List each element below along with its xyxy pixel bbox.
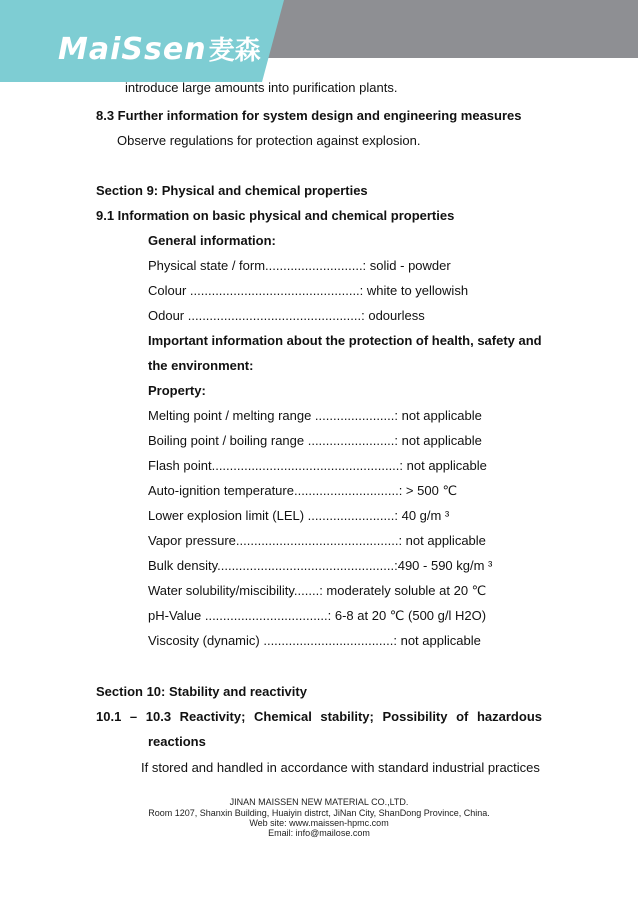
property-line: Bulk density.................................................:490 - 590 kg/m ³: [148, 558, 493, 573]
logo-text: MaiSsen: [58, 32, 207, 67]
property-line: Colour ...............................................: white to yellowish: [148, 283, 469, 298]
property-line: pH-Value ..................................: 6-8 at 20 ℃ (500 g/l H2O): [148, 608, 487, 623]
logo-cn: 麦森: [208, 36, 261, 66]
property-line: Vapor pressure.............................................: not applicable: [148, 533, 486, 548]
footer-email: Email: info@mailose.com: [268, 828, 370, 838]
footer-website: Web site: www.maissen-hpmc.com: [249, 818, 389, 828]
subsection-heading: 10.1 – 10.3 Reactivity; Chemical stability; Possibility of hazardous: [96, 709, 542, 724]
group-heading: Property:: [148, 383, 206, 398]
brand-logo: [58, 30, 261, 67]
footer-address: Room 1207, Shanxin Building, Huaiyin distrct, JiNan City, ShanDong Province, China.: [148, 808, 490, 818]
text-line: introduce large amounts into purification plants.: [125, 80, 398, 95]
subsection-heading: 9.1 Information on basic physical and chemical properties: [96, 208, 455, 223]
property-line: Melting point / melting range ......................: not applicable: [148, 408, 482, 423]
property-line: Boiling point / boiling range ........................: not applicable: [148, 433, 482, 448]
subsection-heading-cont: reactions: [148, 734, 206, 749]
subsection-heading: 8.3 Further information for system design and engineering measures: [96, 108, 522, 123]
property-line: Lower explosion limit (LEL) ........................: 40 g/m ³: [148, 508, 450, 523]
property-line: Auto-ignition temperature.............................: > 500 ℃: [148, 483, 458, 498]
text-line: If stored and handled in accordance with standard industrial practices: [141, 760, 540, 775]
section-heading: Section 9: Physical and chemical properties: [96, 183, 368, 198]
footer-company: JINAN MAISSEN NEW MATERIAL CO.,LTD.: [229, 797, 409, 807]
group-heading: Important information about the protection of health, safety and: [148, 333, 542, 348]
text-line: Observe regulations for protection against explosion.: [117, 133, 421, 148]
section-heading: Section 10: Stability and reactivity: [96, 684, 307, 699]
page-header: [0, 0, 638, 82]
property-line: Flash point....................................................: not applicable: [148, 458, 487, 473]
group-heading: the environment:: [148, 358, 254, 373]
property-line: Viscosity (dynamic) ....................................: not applicable: [148, 633, 481, 648]
property-line: Physical state / form...........................: solid - powder: [148, 258, 451, 273]
property-line: Water solubility/miscibility.......: moderately soluble at 20 ℃: [148, 583, 487, 598]
property-line: Odour ................................................: odourless: [148, 308, 425, 323]
group-heading: General information:: [148, 233, 276, 248]
